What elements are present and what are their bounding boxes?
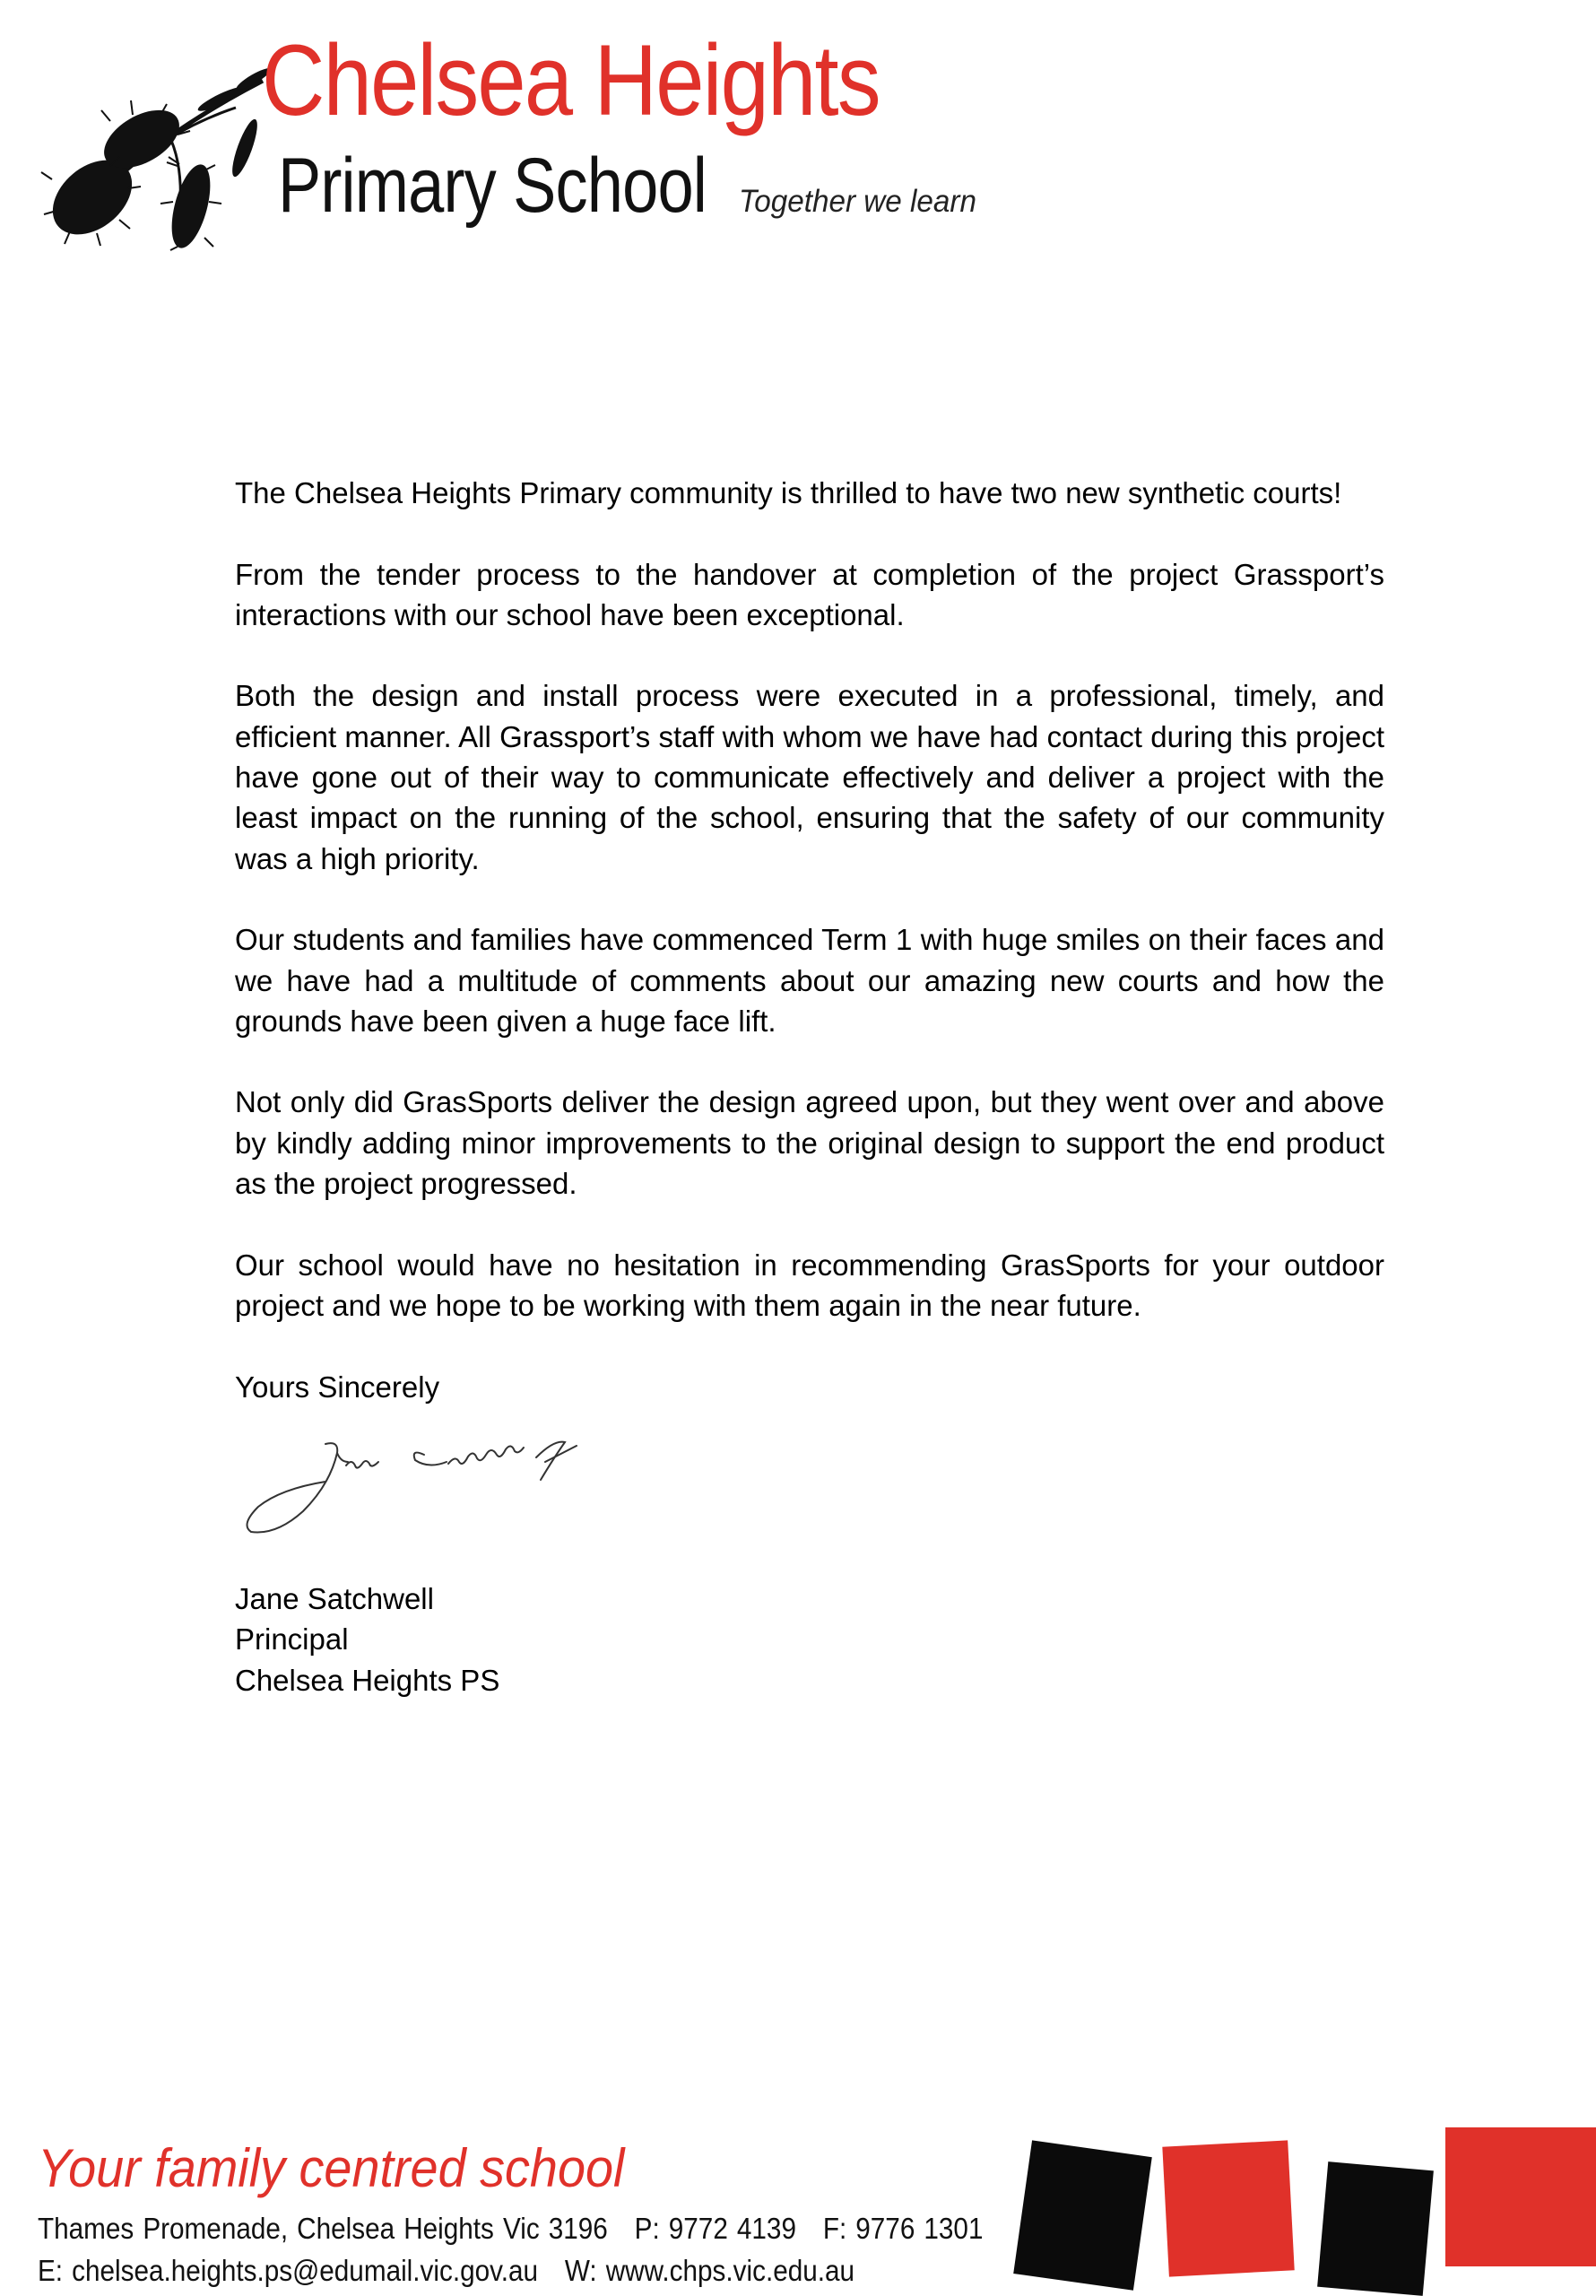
signatory-block <box>235 1578 499 1700</box>
letter-body <box>235 473 1384 1407</box>
footer-contact-line <box>38 2212 983 2246</box>
footer-slogan: Your family centred school <box>38 2138 625 2198</box>
letter-paragraph: Both the design and install process were executed in a professional, timely, and efficient manner. All Grassport’s staff with whom we have had contact during this project have gone out of their way to communicate effectively and deliver a project with the least impact on the running of the school, ensuring that the safety of our community was a high priority. <box>235 679 1384 875</box>
signatory-title: Principal <box>235 1622 349 1657</box>
school-name: Chelsea Heights <box>262 24 880 136</box>
letter-paragraph: Not only did GrasSports deliver the design agreed upon, but they went over and above by kindly adding minor improvements to the original design to support the end product as the project progressed. <box>235 1085 1384 1201</box>
school-tagline: Together we learn <box>739 184 976 219</box>
footer-online-line <box>38 2254 854 2288</box>
letter-paragraph: Our school would have no hesitation in recommending GrasSports for your outdoor project and we hope to be working with them again in the near future. <box>235 1248 1384 1322</box>
bottlebrush-flower-icon <box>34 45 276 251</box>
letter-paragraph: The Chelsea Heights Primary community is thrilled to have two new synthetic courts! <box>235 476 1342 509</box>
black-square <box>1013 2140 1152 2290</box>
school-subtitle: Primary School <box>278 143 707 229</box>
signatory-name: Jane Satchwell <box>235 1582 434 1615</box>
footer-address: Thames Promenade, Chelsea Heights Vic 3196 <box>38 2212 608 2245</box>
black-square <box>1317 2161 1434 2296</box>
red-square <box>1445 2127 1596 2266</box>
signatory-organization: Chelsea Heights PS <box>235 1663 500 1697</box>
decorative-squares <box>986 2117 1596 2296</box>
footer-email: E: chelsea.heights.ps@edumail.vic.gov.au <box>38 2254 539 2287</box>
footer-website: W: www.chps.vic.edu.au <box>564 2254 855 2287</box>
footer-fax: F: 9776 1301 <box>822 2212 984 2245</box>
letter-paragraph: Our students and families have commenced Term 1 with huge smiles on their faces and we have had a multitude of comments about our amazing new courts and how the grounds have been given a huge face lift. <box>235 923 1384 1038</box>
red-square <box>1162 2140 1294 2276</box>
letter-closing: Yours Sincerely <box>235 1370 440 1404</box>
letter-paragraph: From the tender process to the handover at completion of the project Grassport’s interactions with our school have been exceptional. <box>235 557 1384 631</box>
signature <box>240 1435 617 1541</box>
footer-phone: P: 9772 4139 <box>634 2212 796 2245</box>
